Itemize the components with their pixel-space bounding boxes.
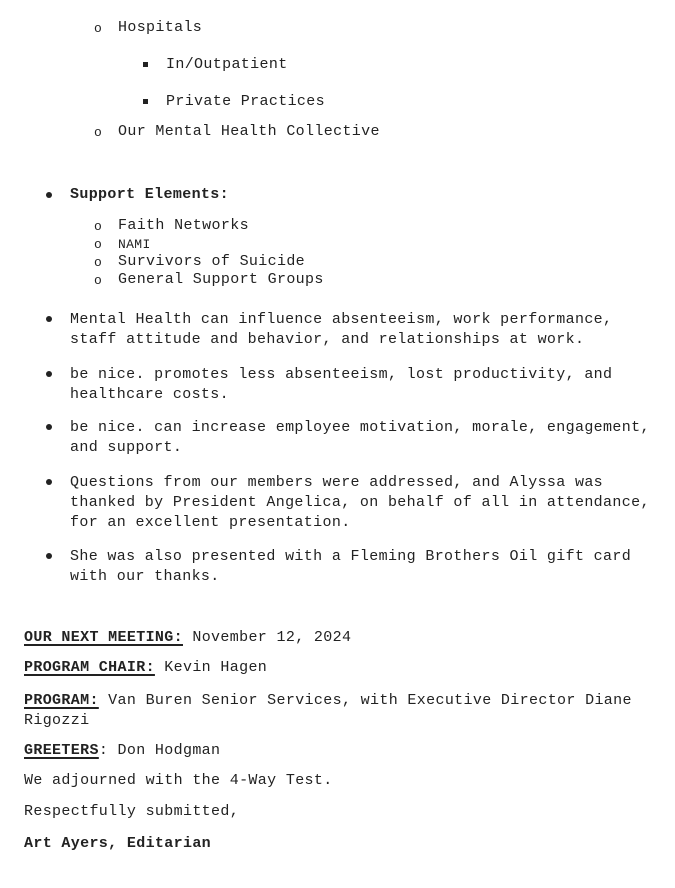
support-item: NAMI — [118, 237, 151, 252]
circle-bullet-icon: o — [94, 237, 103, 252]
program-chair-line — [24, 659, 267, 676]
program-label: PROGRAM: — [24, 692, 99, 709]
program-chair-label: PROGRAM CHAIR: — [24, 659, 155, 676]
disc-bullet-icon — [46, 316, 52, 322]
bullet-paragraph: be nice. promotes less absenteeism, lost productivity, and healthcare costs. — [70, 366, 613, 403]
list-item-in-outpatient: In/Outpatient — [166, 56, 288, 73]
list-item-collective: Our Mental Health Collective — [118, 123, 380, 140]
disc-bullet-icon — [46, 371, 52, 377]
bullet-paragraph: Mental Health can influence absenteeism, work performance, staff attitude and behavior, and relationships at work. — [70, 311, 613, 348]
disc-bullet-icon — [46, 192, 52, 198]
circle-bullet-icon: o — [94, 125, 103, 140]
adjourned-text: We adjourned with the 4-Way Test. — [24, 772, 333, 789]
bullet-paragraph: She was also presented with a Fleming Brothers Oil gift card with our thanks. — [70, 548, 632, 585]
disc-bullet-icon — [46, 424, 52, 430]
greeters-line — [24, 742, 220, 759]
greeters-label: GREETERS — [24, 742, 99, 759]
disc-bullet-icon — [46, 553, 52, 559]
support-item: Survivors of Suicide — [118, 253, 306, 270]
next-meeting-label: OUR NEXT MEETING: — [24, 629, 183, 646]
program-line — [24, 691, 634, 731]
bullet-paragraph: be nice. can increase employee motivation, morale, engagement, and support. — [70, 419, 650, 456]
next-meeting-line — [24, 629, 351, 646]
list-item-private-practices: Private Practices — [166, 93, 325, 110]
circle-bullet-icon: o — [94, 219, 103, 234]
program-chair-value: Kevin Hagen — [164, 659, 268, 676]
support-item: General Support Groups — [118, 271, 324, 288]
list-item-hospitals: Hospitals — [118, 19, 203, 36]
support-item: Faith Networks — [118, 217, 249, 234]
circle-bullet-icon: o — [94, 21, 103, 36]
circle-bullet-icon: o — [94, 255, 103, 270]
signature: Art Ayers, Editarian — [24, 835, 212, 852]
disc-bullet-icon — [46, 479, 52, 485]
greeters-value: : Don Hodgman — [98, 742, 221, 759]
circle-bullet-icon: o — [94, 273, 103, 288]
submitted-text: Respectfully submitted, — [24, 803, 240, 820]
bullet-paragraph: Questions from our members were addressed, and Alyssa was thanked by President Angelica, on behalf of all in attendance, for an excellent presentation. — [70, 474, 650, 531]
program-value: Van Buren Senior Services, with Executive Director Diane Rigozzi — [24, 692, 632, 729]
support-heading: Support Elements: — [70, 186, 229, 203]
square-bullet-icon — [143, 99, 148, 104]
square-bullet-icon — [143, 62, 148, 67]
next-meeting-value: November 12, 2024 — [192, 629, 352, 646]
